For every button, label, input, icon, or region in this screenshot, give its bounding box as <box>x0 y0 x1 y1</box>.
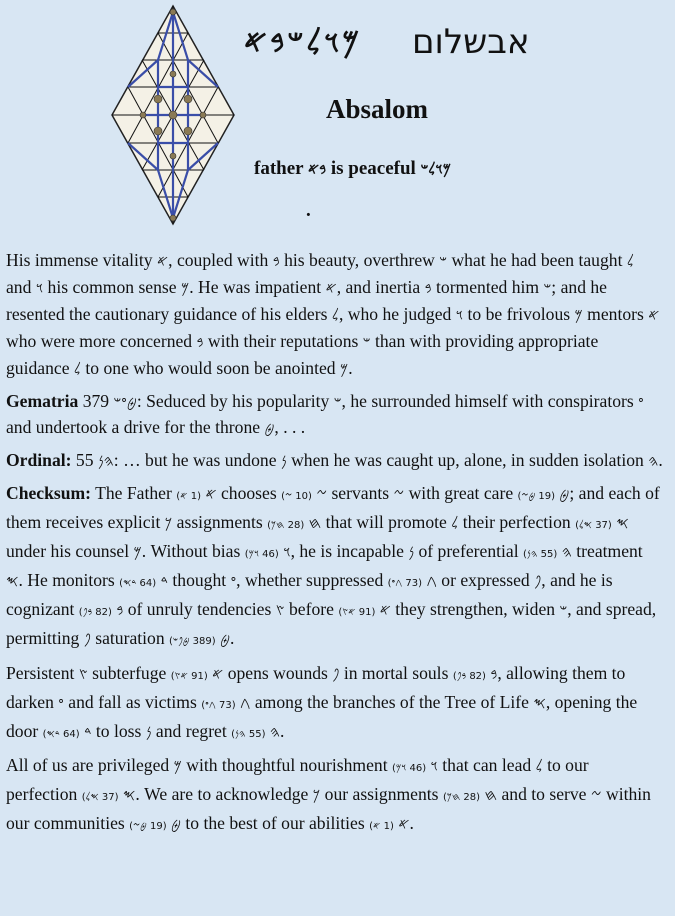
text-run: chooses <box>216 483 282 504</box>
paleo-glyph: 𐤔 <box>543 278 552 297</box>
value-note: (91 𐤀𐤑) <box>170 670 208 682</box>
text-run: our assignments <box>320 784 443 805</box>
paleo-hebrew-title: 𐤌𐤅𐤋𐤔𐤁𐤀 <box>244 24 363 60</box>
paleo-glyph: 𐤋 <box>451 514 459 533</box>
text-run: father <box>254 158 304 179</box>
paleo-glyph: 𐤔 <box>439 252 448 270</box>
text-run: their perfection <box>458 512 576 533</box>
value-note: (46 𐤅𐤌) <box>392 763 427 775</box>
paleo-glyph: 𐤆 <box>316 485 328 504</box>
text-run: Gematria <box>6 390 79 411</box>
paleo-glyph: 𐤅 <box>283 543 291 562</box>
text-run: that can lead <box>437 755 536 776</box>
text-run: is peaceful <box>330 158 416 179</box>
text-run: . He was impatient <box>189 276 326 297</box>
value-note: (28 𐤇𐤊) <box>267 520 305 532</box>
text-run: treatment <box>571 541 643 562</box>
paleo-glyph: 𐤌𐤅𐤋𐤔 <box>420 160 451 178</box>
text-run: , coupled with <box>168 250 273 270</box>
text-run: that will promote <box>321 512 452 533</box>
text-run: opens wounds <box>223 662 333 683</box>
separator-dot: . <box>306 200 311 221</box>
value-note: (91 𐤀𐤑) <box>338 606 376 618</box>
paleo-glyph: 𐤁 <box>490 664 498 683</box>
text-run: thought <box>168 569 231 590</box>
paleo-glyph: 𐤀 <box>398 815 410 834</box>
paleo-glyph: 𐤈 <box>264 419 275 438</box>
value-note: (64 𐤃𐤎) <box>119 577 157 589</box>
text-run: . <box>280 720 285 741</box>
checksum-paragraph <box>6 481 663 654</box>
text-run: and to serve <box>497 784 591 805</box>
paleo-glyph: 𐤈 <box>220 629 231 648</box>
paleo-glyph: 𐤏 <box>230 571 237 590</box>
value-note: (28 𐤇𐤊) <box>442 792 481 804</box>
paleo-glyph: 𐤋 <box>626 252 634 270</box>
paleo-glyph: 𐤊 <box>164 514 173 533</box>
text-run: to one who would soon be anointed <box>81 357 340 378</box>
text-run: , he is incapable <box>290 541 409 562</box>
text-run: 55 <box>71 450 98 471</box>
text-run: . <box>230 627 235 648</box>
text-run: The Father <box>91 483 177 504</box>
paleo-glyph: 𐤄 <box>648 452 659 471</box>
paleo-glyph: 𐤄 <box>561 543 572 562</box>
text-run: and <box>6 276 36 297</box>
paleo-glyph: 𐤋 <box>73 359 81 378</box>
text-run: to be frivolous <box>463 303 575 324</box>
text-run: of preferential <box>414 541 523 562</box>
paleo-glyph: 𐤎 <box>616 514 629 533</box>
paleo-glyph: 𐤌 <box>574 305 583 324</box>
text-run: when he was caught up, alone, in sudden isolation <box>286 450 649 471</box>
paleo-glyph: 𐤐 <box>83 629 91 648</box>
text-run: in mortal souls <box>339 662 453 683</box>
intro-paragraph <box>6 248 663 383</box>
paleo-glyph: 𐤐 <box>534 571 542 590</box>
value-note: (73 𐤂𐤏) <box>201 699 236 711</box>
paleo-glyph: 𐤁 <box>116 600 124 619</box>
paleo-glyph: 𐤔 <box>333 392 342 411</box>
text-run: and fall as victims <box>63 691 202 712</box>
text-run: , who he judged <box>338 303 456 324</box>
value-note: (73 𐤂𐤏) <box>387 577 423 589</box>
paleo-glyph: 𐤍 <box>145 722 152 741</box>
text-run: assignments <box>172 512 268 533</box>
value-note: (82 𐤁𐤐) <box>78 606 112 618</box>
paleo-glyph: 𐤊 <box>312 786 321 805</box>
text-run: or expressed <box>436 569 535 590</box>
header <box>0 0 675 248</box>
text-run: subterfuge <box>87 662 171 683</box>
paleo-glyph: 𐤀 <box>212 664 224 683</box>
paleo-glyph: 𐤈 <box>171 815 181 834</box>
text-run: his beauty, overthrew <box>279 250 440 270</box>
paleo-glyph: 𐤄 <box>269 722 281 741</box>
paleo-glyph: 𐤔 <box>559 600 568 619</box>
paleo-glyph: 𐤏 <box>58 693 64 712</box>
text-run: servants <box>327 483 394 504</box>
paleo-glyph: 𐤑 <box>275 600 285 619</box>
text-run: , and spread, permitting <box>6 598 657 648</box>
paleo-glyph: 𐤁 <box>196 332 204 351</box>
paleo-glyph: 𐤐 <box>332 664 340 683</box>
paleo-glyph: 𐤌 <box>180 278 190 297</box>
text-run: All of us are privileged <box>6 755 174 776</box>
paleo-glyph: 𐤀 <box>379 600 391 619</box>
value-note: (1 𐤀) <box>176 491 202 503</box>
persistent-paragraph <box>6 661 663 748</box>
paleo-glyph: 𐤌 <box>339 359 349 378</box>
paleo-glyph: 𐤅 <box>35 278 44 297</box>
text-run: . <box>658 450 663 471</box>
paleo-glyph: 𐤑 <box>78 664 88 683</box>
paleo-glyph: 𐤌 <box>173 757 182 776</box>
text-run: , . . . <box>274 417 306 438</box>
text-run: ; and each of them receives explicit <box>6 483 660 533</box>
paleo-glyph: 𐤋 <box>331 305 339 324</box>
paleo-glyph: 𐤎 <box>533 693 546 712</box>
paleo-glyph: 𐤎 <box>6 571 19 590</box>
paleo-glyph: 𐤁 <box>272 252 280 270</box>
text-run: under his counsel <box>6 541 134 562</box>
paleo-glyph: 𐤌 <box>133 543 142 562</box>
name-meaning <box>254 158 451 180</box>
text-run: Ordinal: <box>6 450 72 471</box>
text-run: , and he is cognizant <box>6 569 613 619</box>
text-run: within our communities <box>6 784 651 834</box>
text-run: 379 <box>78 390 114 411</box>
paleo-glyph: 𐤍 <box>408 543 415 562</box>
text-run: to the best of our abilities <box>180 813 370 834</box>
text-run: : Seduced by his popularity <box>136 390 334 411</box>
text-run: . <box>409 813 414 834</box>
paleo-glyph: 𐤅 <box>430 757 438 776</box>
text-run: , allowing them to darken <box>6 662 626 712</box>
paleo-glyph: 𐤁 <box>424 278 432 297</box>
paleo-glyph: 𐤂 <box>240 693 251 712</box>
paleo-glyph: 𐤁𐤀 <box>308 160 327 178</box>
paleo-glyph: 𐤂 <box>426 571 437 590</box>
text-run: Checksum: <box>6 483 92 504</box>
text-run: and regret <box>151 720 232 741</box>
body-text <box>0 248 675 840</box>
text-run: who were more concerned <box>6 330 197 351</box>
value-note: (37 𐤎𐤋) <box>575 520 612 532</box>
paleo-glyph: 𐤀 <box>205 485 217 504</box>
text-run: : … but he was undone <box>113 450 281 471</box>
paleo-glyph: 𐤆 <box>393 485 405 504</box>
name-title: Absalom <box>326 94 429 124</box>
text-run: with their reputations <box>203 330 363 351</box>
diamond-tree-of-life-figure <box>108 4 238 226</box>
paleo-glyph: 𐤈𐤏𐤔 <box>113 392 137 411</box>
paleo-glyph: 𐤆 <box>590 786 602 805</box>
text-run: , and inertia <box>336 276 425 297</box>
value-note: (19 𐤈𐤆) <box>517 491 556 503</box>
value-note: (82 𐤁𐤐) <box>452 670 486 682</box>
value-note: (64 𐤃𐤎) <box>42 728 80 740</box>
value-note: (10 𐤆) <box>281 491 312 503</box>
paleo-glyph: 𐤏 <box>638 392 644 411</box>
text-run: , he surrounded himself with conspirators <box>341 390 639 411</box>
value-note: (37 𐤎𐤋) <box>81 792 119 804</box>
text-run: ; and he resented the cautionary guidance of his elders <box>6 276 607 324</box>
paleo-glyph: 𐤈 <box>559 485 570 504</box>
text-run: His immense vitality <box>6 250 157 270</box>
value-note: (1 𐤀) <box>369 821 394 833</box>
value-note: (46 𐤅𐤌) <box>244 549 279 561</box>
text-run: what he had been taught <box>447 250 627 270</box>
paleo-glyph: 𐤅 <box>455 305 464 324</box>
text-run: with great care <box>404 483 518 504</box>
paleo-glyph: 𐤄𐤍 <box>97 452 114 471</box>
value-note: (55 𐤄𐤍) <box>231 728 266 740</box>
paleo-glyph: 𐤋 <box>535 757 543 776</box>
text-run: of unruly tendencies <box>123 598 276 619</box>
text-run: . Without bias <box>141 541 245 562</box>
paleo-glyph: 𐤇 <box>484 786 498 805</box>
text-run: saturation <box>90 627 170 648</box>
value-note: (55 𐤄𐤍) <box>523 549 558 561</box>
text-run: to loss <box>91 720 146 741</box>
text-run: mentors <box>582 303 649 324</box>
ordinal-paragraph <box>6 448 663 475</box>
text-run: , whether suppressed <box>236 569 388 590</box>
text-run: . We are to acknowledge <box>135 784 313 805</box>
text-run: . <box>348 357 353 378</box>
text-run: with thoughtful nourishment <box>181 755 392 776</box>
paleo-glyph: 𐤎 <box>122 786 136 805</box>
paleo-glyph: 𐤀 <box>648 305 660 324</box>
text-run: . He monitors <box>18 569 120 590</box>
text-run: , opening the door <box>6 691 638 741</box>
paleo-glyph: 𐤃 <box>84 722 92 741</box>
text-run: before <box>284 598 339 619</box>
paleo-glyph: 𐤍 <box>280 452 287 471</box>
closing-paragraph <box>6 753 663 840</box>
text-run: to our perfection <box>6 755 589 805</box>
paleo-glyph: 𐤃 <box>160 571 168 590</box>
paleo-glyph: 𐤀 <box>325 278 337 297</box>
text-run: they strengthen, widen <box>390 598 560 619</box>
value-note: (389 𐤈𐤐𐤔) <box>169 635 216 647</box>
paleo-glyph: 𐤇 <box>308 514 322 533</box>
hebrew-title: אבשלום <box>412 22 530 62</box>
text-run: Persistent <box>6 662 79 683</box>
text-run: among the branches of the Tree of Life <box>250 691 534 712</box>
paleo-glyph: 𐤀 <box>157 252 169 270</box>
text-run: and undertook a drive for the throne <box>6 417 265 438</box>
text-run: tormented him <box>431 276 544 297</box>
paleo-glyph: 𐤔 <box>362 332 371 351</box>
text-run: than with providing appropriate guidance <box>6 330 599 378</box>
value-note: (19 𐤈𐤆) <box>129 821 167 833</box>
gematria-paragraph <box>6 389 663 443</box>
text-run: his common sense <box>43 276 181 297</box>
